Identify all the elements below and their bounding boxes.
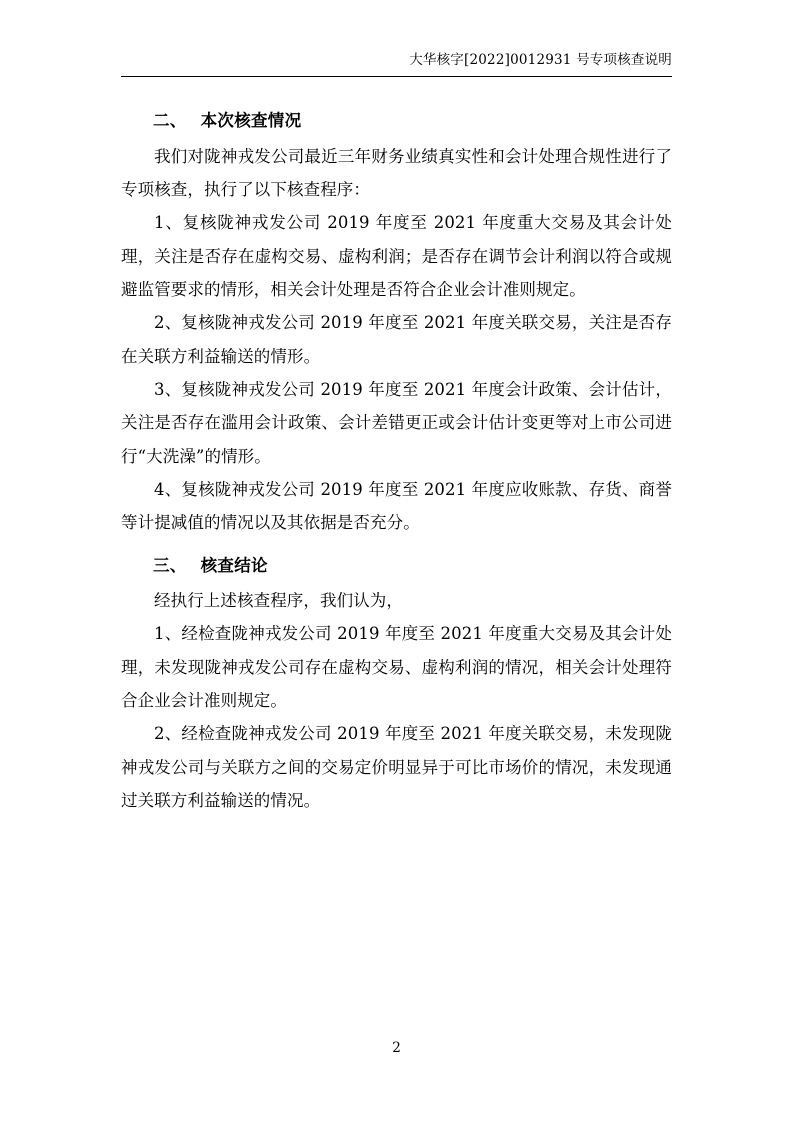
section-three-number: 三、 — [153, 555, 187, 575]
section-two-heading — [121, 108, 672, 134]
section-two — [121, 108, 672, 540]
page-number: 2 — [392, 1040, 401, 1056]
section-two-paragraph-2: 1、复核陇神戎发公司 2019 年度至 2021 年度重大交易及其会计处理，关注是否存在虚构交易、虚构利润；是否存在调节会计利润以符合或规避监管要求的情形，相关会计处理是否符合企业会计准则规定。 — [121, 213, 672, 299]
section-three-title: 核查结论 — [200, 555, 268, 575]
section-two-paragraph-5: 4、复核陇神戎发公司 2019 年度至 2021 年度应收账款、存货、商誉等计提减值的情况以及其依据是否充分。 — [121, 479, 672, 533]
section-two-title: 本次核查情况 — [200, 111, 302, 130]
section-two-paragraph-3: 2、复核陇神戎发公司 2019 年度至 2021 年度关联交易，关注是否存在关联方利益输送的情形。 — [121, 313, 672, 366]
document-body — [121, 108, 672, 818]
section-three-paragraph-3: 2、经检查陇神戎发公司 2019 年度至 2021 年度关联交易，未发现陇神戎发公司与关联方之间的交易定价明显异于可比市场价的情况，未发现通过关联方利益输送的情况。 — [121, 724, 672, 811]
section-two-number: 二、 — [153, 111, 187, 130]
section-three-paragraph-1: 经执行上述核查程序，我们认为， — [154, 591, 403, 611]
section-two-paragraph-1: 我们对陇神戎发公司最近三年财务业绩真实性和会计处理合规性进行了专项核查，执行了以下核查程序： — [121, 146, 672, 199]
section-three — [121, 553, 672, 818]
section-three-heading — [121, 553, 672, 579]
header-divider — [121, 76, 672, 77]
section-three-paragraph-2: 1、经检查陇神戎发公司 2019 年度至 2021 年度重大交易及其会计处理，未发现陇神戎发公司存在虚构交易、虚构利润的情况，相关会计处理符合企业会计准则规定。 — [121, 624, 672, 711]
page-header: 大华核字[2022]0012931 号专项核查说明 — [409, 52, 672, 68]
section-two-paragraph-4: 3、复核陇神戎发公司 2019 年度至 2021 年度会计政策、会计估计，关注是否存在滥用会计政策、会计差错更正或会计估计变更等对上市公司进行“大洗澡”的情形。 — [121, 379, 672, 466]
